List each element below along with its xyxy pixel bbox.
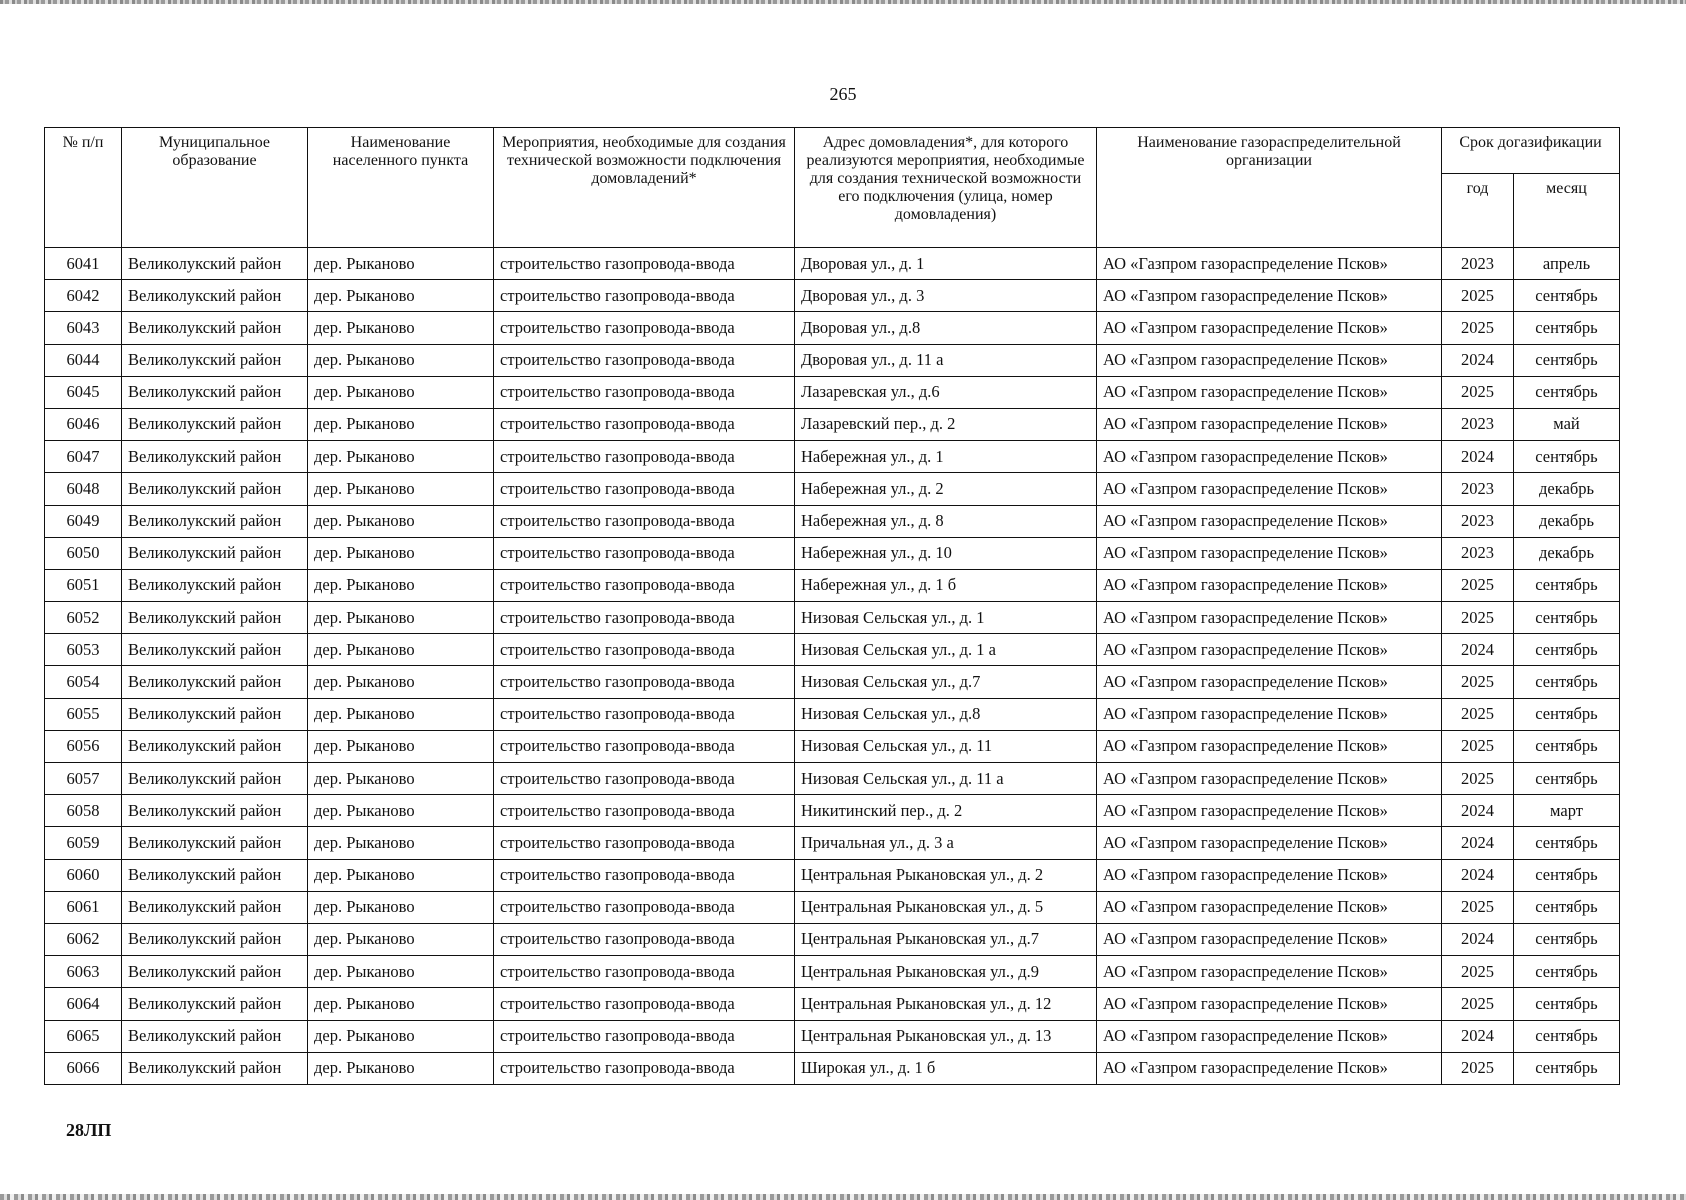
table-row [45, 344, 1620, 376]
cell-num: 6042 [45, 280, 122, 312]
table-row [45, 537, 1620, 569]
cell-month: сентябрь [1514, 441, 1620, 473]
table-row [45, 923, 1620, 955]
cell-organization: АО «Газпром газораспределение Псков» [1097, 408, 1442, 440]
cell-address: Набережная ул., д. 10 [795, 537, 1097, 569]
cell-num: 6044 [45, 344, 122, 376]
table-row [45, 956, 1620, 988]
cell-measure: строительство газопровода-ввода [494, 795, 795, 827]
cell-address: Центральная Рыкановская ул., д. 13 [795, 1020, 1097, 1052]
cell-year: 2023 [1442, 408, 1514, 440]
cell-organization: АО «Газпром газораспределение Псков» [1097, 248, 1442, 280]
cell-num: 6064 [45, 988, 122, 1020]
cell-municipality: Великолукский район [122, 408, 308, 440]
cell-month: сентябрь [1514, 698, 1620, 730]
cell-address: Набережная ул., д. 8 [795, 505, 1097, 537]
table-row [45, 280, 1620, 312]
table-row [45, 1020, 1620, 1052]
cell-year: 2025 [1442, 1052, 1514, 1084]
cell-municipality: Великолукский район [122, 312, 308, 344]
cell-organization: АО «Газпром газораспределение Псков» [1097, 569, 1442, 601]
table-row [45, 602, 1620, 634]
cell-organization: АО «Газпром газораспределение Псков» [1097, 956, 1442, 988]
cell-address: Низовая Сельская ул., д.8 [795, 698, 1097, 730]
gasification-table [44, 127, 1620, 1085]
cell-organization: АО «Газпром газораспределение Псков» [1097, 473, 1442, 505]
cell-municipality: Великолукский район [122, 698, 308, 730]
cell-settlement: дер. Рыканово [308, 634, 494, 666]
cell-address: Центральная Рыкановская ул., д.7 [795, 923, 1097, 955]
cell-measure: строительство газопровода-ввода [494, 473, 795, 505]
cell-year: 2023 [1442, 248, 1514, 280]
cell-municipality: Великолукский район [122, 763, 308, 795]
cell-num: 6057 [45, 763, 122, 795]
cell-num: 6056 [45, 730, 122, 762]
cell-month: сентябрь [1514, 956, 1620, 988]
cell-organization: АО «Газпром газораспределение Псков» [1097, 634, 1442, 666]
cell-municipality: Великолукский район [122, 537, 308, 569]
table-row [45, 988, 1620, 1020]
cell-measure: строительство газопровода-ввода [494, 248, 795, 280]
header-address: Адрес домовладения*, для которого реализуются мероприятия, необходимые для создания технической возможности его подключения (улица, номер домовладения) [795, 128, 1097, 248]
cell-month: сентябрь [1514, 891, 1620, 923]
cell-measure: строительство газопровода-ввода [494, 537, 795, 569]
cell-num: 6059 [45, 827, 122, 859]
cell-year: 2023 [1442, 537, 1514, 569]
cell-year: 2025 [1442, 376, 1514, 408]
cell-num: 6066 [45, 1052, 122, 1084]
cell-measure: строительство газопровода-ввода [494, 827, 795, 859]
cell-municipality: Великолукский район [122, 891, 308, 923]
cell-municipality: Великолукский район [122, 634, 308, 666]
cell-num: 6060 [45, 859, 122, 891]
cell-year: 2025 [1442, 312, 1514, 344]
cell-year: 2024 [1442, 1020, 1514, 1052]
cell-settlement: дер. Рыканово [308, 730, 494, 762]
cell-municipality: Великолукский район [122, 923, 308, 955]
cell-organization: АО «Газпром газораспределение Псков» [1097, 537, 1442, 569]
cell-organization: АО «Газпром газораспределение Псков» [1097, 763, 1442, 795]
cell-num: 6048 [45, 473, 122, 505]
cell-settlement: дер. Рыканово [308, 569, 494, 601]
cell-settlement: дер. Рыканово [308, 859, 494, 891]
cell-municipality: Великолукский район [122, 441, 308, 473]
table-row [45, 248, 1620, 280]
cell-address: Дворовая ул., д. 1 [795, 248, 1097, 280]
cell-year: 2025 [1442, 763, 1514, 795]
cell-address: Дворовая ул., д. 3 [795, 280, 1097, 312]
cell-address: Лазаревский пер., д. 2 [795, 408, 1097, 440]
cell-year: 2024 [1442, 859, 1514, 891]
cell-address: Низовая Сельская ул., д. 1 а [795, 634, 1097, 666]
cell-measure: строительство газопровода-ввода [494, 730, 795, 762]
table-row [45, 698, 1620, 730]
cell-municipality: Великолукский район [122, 1052, 308, 1084]
cell-month: сентябрь [1514, 634, 1620, 666]
cell-measure: строительство газопровода-ввода [494, 312, 795, 344]
cell-municipality: Великолукский район [122, 730, 308, 762]
header-measures: Мероприятия, необходимые для создания технической возможности подключения домовладений* [494, 128, 795, 248]
table-row [45, 795, 1620, 827]
cell-year: 2025 [1442, 891, 1514, 923]
cell-measure: строительство газопровода-ввода [494, 408, 795, 440]
cell-settlement: дер. Рыканово [308, 248, 494, 280]
cell-month: сентябрь [1514, 1020, 1620, 1052]
cell-municipality: Великолукский район [122, 473, 308, 505]
cell-month: апрель [1514, 248, 1620, 280]
cell-num: 6045 [45, 376, 122, 408]
table-row [45, 441, 1620, 473]
cell-measure: строительство газопровода-ввода [494, 923, 795, 955]
cell-settlement: дер. Рыканово [308, 344, 494, 376]
cell-month: декабрь [1514, 473, 1620, 505]
table-row [45, 312, 1620, 344]
cell-month: сентябрь [1514, 666, 1620, 698]
cell-address: Центральная Рыкановская ул., д. 2 [795, 859, 1097, 891]
cell-organization: АО «Газпром газораспределение Псков» [1097, 795, 1442, 827]
cell-address: Низовая Сельская ул., д. 11 а [795, 763, 1097, 795]
cell-year: 2024 [1442, 441, 1514, 473]
cell-measure: строительство газопровода-ввода [494, 569, 795, 601]
cell-month: март [1514, 795, 1620, 827]
cell-month: сентябрь [1514, 730, 1620, 762]
cell-address: Причальная ул., д. 3 а [795, 827, 1097, 859]
cell-measure: строительство газопровода-ввода [494, 376, 795, 408]
cell-month: сентябрь [1514, 763, 1620, 795]
cell-organization: АО «Газпром газораспределение Псков» [1097, 988, 1442, 1020]
cell-settlement: дер. Рыканово [308, 827, 494, 859]
cell-num: 6050 [45, 537, 122, 569]
cell-settlement: дер. Рыканово [308, 923, 494, 955]
header-organization: Наименование газораспределительной организации [1097, 128, 1442, 248]
cell-municipality: Великолукский район [122, 248, 308, 280]
cell-address: Дворовая ул., д.8 [795, 312, 1097, 344]
table-row [45, 859, 1620, 891]
cell-organization: АО «Газпром газораспределение Псков» [1097, 505, 1442, 537]
table-row [45, 569, 1620, 601]
cell-municipality: Великолукский район [122, 344, 308, 376]
cell-measure: строительство газопровода-ввода [494, 956, 795, 988]
cell-measure: строительство газопровода-ввода [494, 344, 795, 376]
cell-measure: строительство газопровода-ввода [494, 602, 795, 634]
cell-settlement: дер. Рыканово [308, 537, 494, 569]
cell-num: 6043 [45, 312, 122, 344]
cell-measure: строительство газопровода-ввода [494, 280, 795, 312]
cell-measure: строительство газопровода-ввода [494, 859, 795, 891]
table-row [45, 891, 1620, 923]
cell-num: 6041 [45, 248, 122, 280]
cell-settlement: дер. Рыканово [308, 473, 494, 505]
cell-year: 2025 [1442, 569, 1514, 601]
header-term: Срок догазификации [1442, 128, 1620, 174]
cell-settlement: дер. Рыканово [308, 408, 494, 440]
cell-year: 2025 [1442, 666, 1514, 698]
cell-num: 6053 [45, 634, 122, 666]
cell-settlement: дер. Рыканово [308, 891, 494, 923]
cell-address: Набережная ул., д. 1 б [795, 569, 1097, 601]
cell-settlement: дер. Рыканово [308, 698, 494, 730]
cell-num: 6046 [45, 408, 122, 440]
cell-measure: строительство газопровода-ввода [494, 698, 795, 730]
cell-month: сентябрь [1514, 376, 1620, 408]
cell-municipality: Великолукский район [122, 280, 308, 312]
cell-address: Набережная ул., д. 2 [795, 473, 1097, 505]
cell-year: 2025 [1442, 988, 1514, 1020]
cell-organization: АО «Газпром газораспределение Псков» [1097, 376, 1442, 408]
cell-address: Центральная Рыкановская ул., д. 5 [795, 891, 1097, 923]
cell-num: 6051 [45, 569, 122, 601]
cell-address: Низовая Сельская ул., д. 11 [795, 730, 1097, 762]
cell-num: 6061 [45, 891, 122, 923]
cell-year: 2025 [1442, 956, 1514, 988]
cell-month: сентябрь [1514, 923, 1620, 955]
cell-num: 6058 [45, 795, 122, 827]
cell-settlement: дер. Рыканово [308, 505, 494, 537]
cell-settlement: дер. Рыканово [308, 312, 494, 344]
cell-month: май [1514, 408, 1620, 440]
cell-municipality: Великолукский район [122, 988, 308, 1020]
cell-month: сентябрь [1514, 312, 1620, 344]
table-row [45, 730, 1620, 762]
table-row [45, 763, 1620, 795]
header-settlement: Наименование населенного пункта [308, 128, 494, 248]
cell-municipality: Великолукский район [122, 569, 308, 601]
cell-address: Никитинский пер., д. 2 [795, 795, 1097, 827]
cell-measure: строительство газопровода-ввода [494, 666, 795, 698]
cell-year: 2023 [1442, 505, 1514, 537]
cell-month: сентябрь [1514, 344, 1620, 376]
cell-year: 2024 [1442, 634, 1514, 666]
table-row [45, 408, 1620, 440]
table-row [45, 827, 1620, 859]
cell-organization: АО «Газпром газораспределение Псков» [1097, 698, 1442, 730]
cell-municipality: Великолукский район [122, 1020, 308, 1052]
cell-num: 6047 [45, 441, 122, 473]
cell-year: 2025 [1442, 602, 1514, 634]
cell-settlement: дер. Рыканово [308, 280, 494, 312]
cell-organization: АО «Газпром газораспределение Псков» [1097, 666, 1442, 698]
scan-edge-bottom [0, 1194, 1686, 1200]
cell-measure: строительство газопровода-ввода [494, 988, 795, 1020]
cell-num: 6052 [45, 602, 122, 634]
cell-organization: АО «Газпром газораспределение Псков» [1097, 730, 1442, 762]
cell-month: декабрь [1514, 537, 1620, 569]
cell-year: 2025 [1442, 698, 1514, 730]
cell-month: сентябрь [1514, 827, 1620, 859]
cell-month: сентябрь [1514, 1052, 1620, 1084]
cell-address: Низовая Сельская ул., д. 1 [795, 602, 1097, 634]
table-row [45, 666, 1620, 698]
header-municipality: Муниципальное образование [122, 128, 308, 248]
cell-organization: АО «Газпром газораспределение Псков» [1097, 891, 1442, 923]
cell-settlement: дер. Рыканово [308, 441, 494, 473]
cell-measure: строительство газопровода-ввода [494, 891, 795, 923]
cell-settlement: дер. Рыканово [308, 602, 494, 634]
cell-year: 2025 [1442, 730, 1514, 762]
cell-measure: строительство газопровода-ввода [494, 634, 795, 666]
cell-num: 6063 [45, 956, 122, 988]
cell-settlement: дер. Рыканово [308, 988, 494, 1020]
cell-address: Низовая Сельская ул., д.7 [795, 666, 1097, 698]
cell-settlement: дер. Рыканово [308, 795, 494, 827]
cell-municipality: Великолукский район [122, 827, 308, 859]
cell-address: Дворовая ул., д. 11 а [795, 344, 1097, 376]
cell-settlement: дер. Рыканово [308, 1020, 494, 1052]
cell-municipality: Великолукский район [122, 795, 308, 827]
cell-measure: строительство газопровода-ввода [494, 763, 795, 795]
cell-municipality: Великолукский район [122, 666, 308, 698]
cell-month: сентябрь [1514, 280, 1620, 312]
page-number: 265 [829, 84, 857, 104]
cell-month: сентябрь [1514, 988, 1620, 1020]
cell-num: 6054 [45, 666, 122, 698]
cell-organization: АО «Газпром газораспределение Псков» [1097, 923, 1442, 955]
cell-address: Центральная Рыкановская ул., д. 12 [795, 988, 1097, 1020]
cell-measure: строительство газопровода-ввода [494, 441, 795, 473]
cell-measure: строительство газопровода-ввода [494, 1020, 795, 1052]
table-row [45, 634, 1620, 666]
cell-address: Набережная ул., д. 1 [795, 441, 1097, 473]
cell-settlement: дер. Рыканово [308, 1052, 494, 1084]
cell-municipality: Великолукский район [122, 956, 308, 988]
cell-settlement: дер. Рыканово [308, 763, 494, 795]
cell-year: 2024 [1442, 795, 1514, 827]
header-num: № п/п [45, 128, 122, 248]
cell-num: 6062 [45, 923, 122, 955]
cell-organization: АО «Газпром газораспределение Псков» [1097, 859, 1442, 891]
cell-municipality: Великолукский район [122, 376, 308, 408]
cell-settlement: дер. Рыканово [308, 666, 494, 698]
cell-organization: АО «Газпром газораспределение Псков» [1097, 1052, 1442, 1084]
cell-measure: строительство газопровода-ввода [494, 505, 795, 537]
table-row [45, 1052, 1620, 1084]
scan-edge-top [0, 0, 1686, 4]
table-row [45, 505, 1620, 537]
cell-num: 6055 [45, 698, 122, 730]
cell-organization: АО «Газпром газораспределение Псков» [1097, 602, 1442, 634]
table-body [45, 248, 1620, 1085]
cell-year: 2023 [1442, 473, 1514, 505]
cell-year: 2025 [1442, 280, 1514, 312]
cell-organization: АО «Газпром газораспределение Псков» [1097, 441, 1442, 473]
cell-year: 2024 [1442, 827, 1514, 859]
cell-address: Центральная Рыкановская ул., д.9 [795, 956, 1097, 988]
cell-address: Широкая ул., д. 1 б [795, 1052, 1097, 1084]
cell-organization: АО «Газпром газораспределение Псков» [1097, 1020, 1442, 1052]
header-year: год [1442, 174, 1514, 248]
header-month: месяц [1514, 174, 1620, 248]
cell-municipality: Великолукский район [122, 602, 308, 634]
cell-measure: строительство газопровода-ввода [494, 1052, 795, 1084]
cell-organization: АО «Газпром газораспределение Псков» [1097, 312, 1442, 344]
cell-municipality: Великолукский район [122, 505, 308, 537]
cell-municipality: Великолукский район [122, 859, 308, 891]
cell-month: декабрь [1514, 505, 1620, 537]
cell-organization: АО «Газпром газораспределение Псков» [1097, 344, 1442, 376]
cell-settlement: дер. Рыканово [308, 956, 494, 988]
cell-month: сентябрь [1514, 859, 1620, 891]
cell-month: сентябрь [1514, 569, 1620, 601]
cell-num: 6049 [45, 505, 122, 537]
cell-address: Лазаревская ул., д.6 [795, 376, 1097, 408]
cell-year: 2024 [1442, 923, 1514, 955]
footer-code: 28ЛП [66, 1120, 112, 1140]
table-header [45, 128, 1620, 248]
cell-year: 2024 [1442, 344, 1514, 376]
cell-settlement: дер. Рыканово [308, 376, 494, 408]
cell-month: сентябрь [1514, 602, 1620, 634]
cell-num: 6065 [45, 1020, 122, 1052]
cell-organization: АО «Газпром газораспределение Псков» [1097, 280, 1442, 312]
cell-organization: АО «Газпром газораспределение Псков» [1097, 827, 1442, 859]
table-row [45, 473, 1620, 505]
table-row [45, 376, 1620, 408]
